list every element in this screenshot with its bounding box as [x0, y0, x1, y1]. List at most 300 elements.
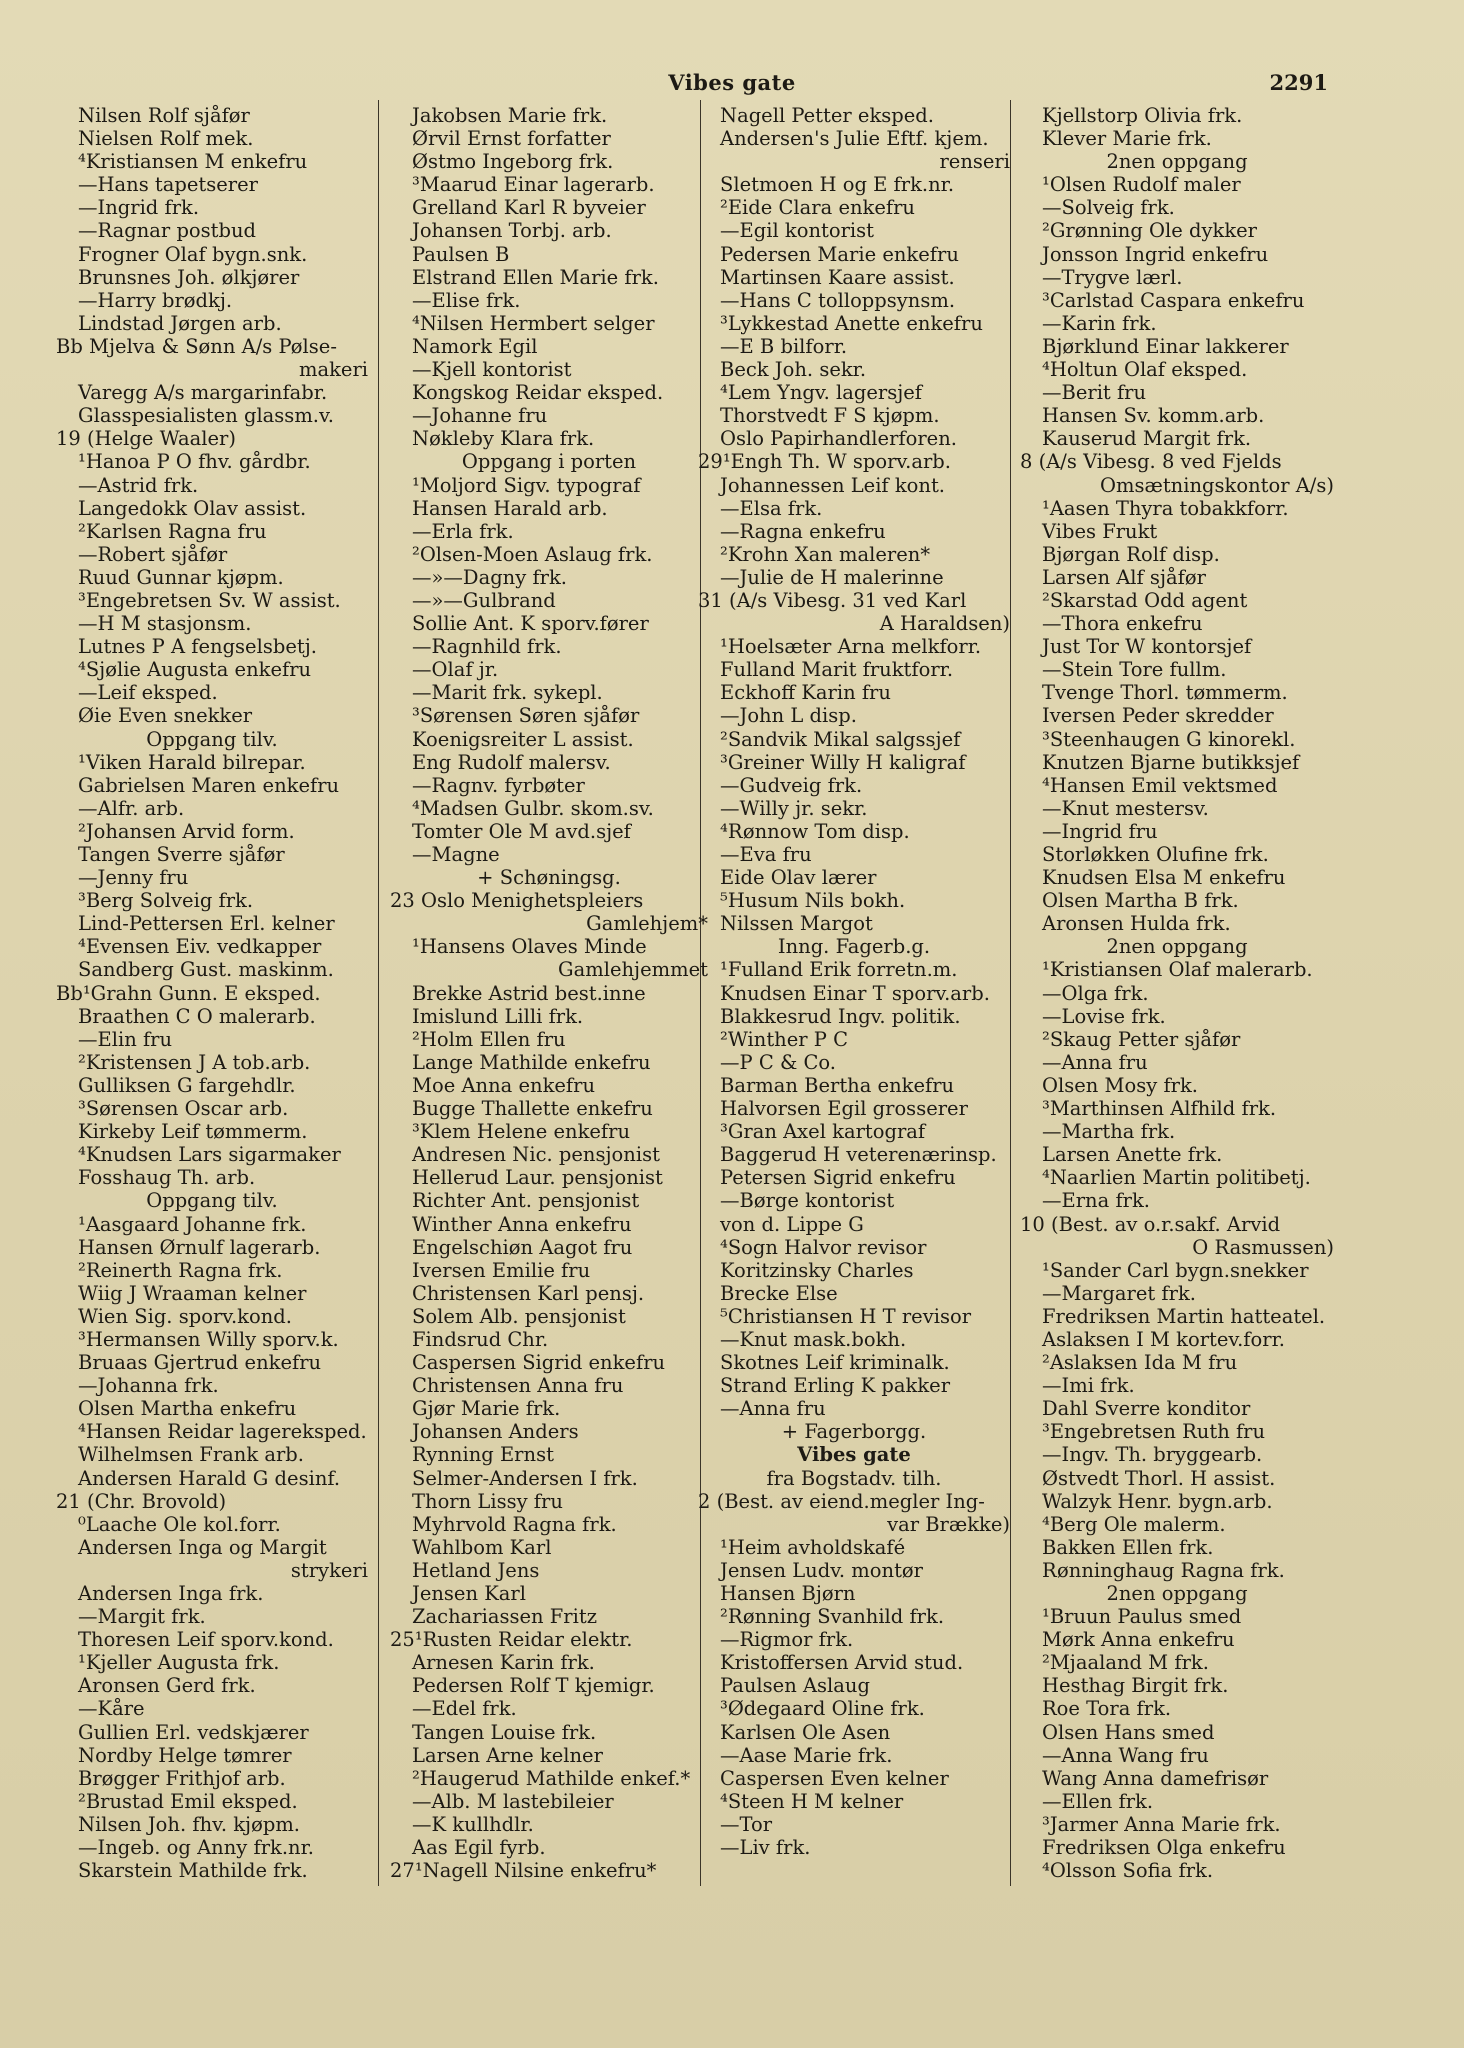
- directory-entry: ³Greiner Willy H kaligraf: [720, 750, 966, 774]
- directory-entry: ³Marthinsen Alfhild frk.: [1042, 1097, 1277, 1121]
- directory-entry: ¹Aasgaard Johanne frk.: [78, 1212, 307, 1236]
- directory-entry: ²Aslaksen Ida M fru: [1042, 1351, 1238, 1375]
- directory-entry: —Harry brødkj.: [78, 288, 233, 312]
- directory-entry: Rønninghaug Ragna frk.: [1042, 1558, 1285, 1582]
- directory-entry: Storløkken Olufine frk.: [1042, 843, 1269, 866]
- directory-entry: Hansen Harald arb.: [412, 496, 608, 520]
- directory-entry: Bb¹Grahn Gunn. E eksped.: [56, 981, 321, 1005]
- directory-entry: —Ragna enkefru: [720, 519, 886, 543]
- directory-entry: Tvenge Thorl. tømmerm.: [1042, 681, 1288, 705]
- directory-entry: Skarstein Mathilde frk.: [78, 1859, 308, 1883]
- directory-entry: —John L disp.: [720, 704, 857, 728]
- directory-entry: Gamlehjemmet: [558, 958, 708, 982]
- directory-entry: —Jenny fru: [78, 866, 189, 890]
- directory-entry: ⁵Christiansen H T revisor: [720, 1304, 972, 1328]
- directory-entry: Hetland Jens: [412, 1558, 540, 1582]
- directory-entry: Skotnes Leif kriminalk.: [720, 1351, 950, 1375]
- directory-entry: Oslo Papirhandlerforen.: [720, 427, 957, 451]
- directory-entry: Langedokk Olav assist.: [78, 496, 307, 520]
- directory-entry: —Knut mestersv.: [1042, 796, 1209, 820]
- directory-entry: ⁴Naarlien Martin politibetj.: [1042, 1166, 1311, 1190]
- directory-entry: Nilssen Margot: [720, 912, 873, 936]
- directory-entry: ²Brustad Emil eksped.: [78, 1789, 298, 1813]
- directory-entry: ⁴Olsson Sofia frk.: [1042, 1859, 1214, 1883]
- directory-entry: ²Mjaaland M frk.: [1042, 1651, 1209, 1675]
- directory-entry: 25¹Rusten Reidar elektr.: [390, 1628, 633, 1652]
- page-number: 2291: [1269, 70, 1328, 95]
- directory-entry: ²Krohn Xan maleren*: [720, 542, 931, 566]
- directory-entry: ⁴Knudsen Lars sigarmaker: [78, 1143, 341, 1167]
- directory-entry: —Erla frk.: [412, 519, 514, 543]
- directory-entry: ⁴Kristiansen M enkefru: [78, 150, 308, 174]
- directory-entry: Gulliksen G fargehdlr.: [78, 1073, 296, 1097]
- directory-entry: ¹Kristiansen Olaf malerarb.: [1042, 958, 1313, 982]
- directory-entry: —Trygve lærl.: [1042, 265, 1183, 289]
- directory-entry: ³Ødegaard Oline frk.: [720, 1697, 925, 1721]
- directory-entry: ⁴Lem Yngv. lagersjef: [720, 381, 923, 405]
- directory-entry: Oppgang tilv.: [146, 1189, 278, 1213]
- directory-entry: ³Carlstad Caspara enkefru: [1042, 288, 1305, 312]
- directory-entry: Tangen Sverre sjåfør: [78, 843, 285, 866]
- directory-entry: —Olaf jr.: [412, 658, 499, 682]
- directory-entry: ¹Hoelsæter Arna melkforr.: [720, 635, 982, 659]
- directory-entry: Engelschiøn Aagot fru: [412, 1235, 633, 1259]
- directory-entry: Thorstvedt F S kjøpm.: [720, 404, 940, 428]
- directory-entry: —Marit frk. sykepl.: [412, 681, 603, 705]
- directory-entry: Kauserud Margit frk.: [1042, 427, 1252, 451]
- directory-entry: Andersen's Julie Eftf. kjem.: [720, 127, 989, 151]
- directory-entry: Bb Mjelva & Sønn A/s Pølse-: [56, 334, 337, 358]
- directory-entry: Tomter Ole M avd.sjef: [412, 819, 631, 843]
- directory-entry: + Schøningsg.: [477, 866, 621, 890]
- directory-entry: Aronsen Hulda frk.: [1042, 912, 1231, 936]
- directory-entry: Brecke Else: [720, 1281, 838, 1305]
- directory-entry: Bjørklund Einar lakkerer: [1042, 334, 1289, 358]
- directory-entry: ⁴Steen H M kelner: [720, 1789, 904, 1813]
- directory-entry: Olsen Hans smed: [1042, 1720, 1215, 1744]
- directory-entry: ¹Fulland Erik forretn.m.: [720, 958, 958, 982]
- directory-entry: Brekke Astrid best.inne: [412, 981, 646, 1005]
- directory-entry: Jensen Karl: [412, 1582, 526, 1605]
- directory-entry: Gamlehjem*: [586, 912, 708, 936]
- directory-entry: Imislund Lilli frk.: [412, 1004, 584, 1028]
- directory-entry: —Anna fru: [720, 1397, 826, 1421]
- directory-entry: ²Kristensen J A tob.arb.: [78, 1050, 311, 1074]
- directory-entry: —Astrid frk.: [78, 473, 199, 497]
- directory-entry: Kirkeby Leif tømmerm.: [78, 1120, 308, 1144]
- directory-column-3: [698, 104, 1010, 1904]
- column-divider: [378, 100, 379, 1886]
- directory-entry: —Hans C tolloppsynsm.: [720, 288, 956, 312]
- directory-entry: Koenigsreiter L assist.: [412, 727, 634, 751]
- directory-entry: Namork Egil: [412, 334, 538, 358]
- directory-entry: ⁰Laache Ole kol.forr.: [78, 1512, 281, 1536]
- directory-entry: Østvedt Thorl. H assist.: [1042, 1466, 1276, 1490]
- directory-entry: ³Sørensen Søren sjåfør: [412, 704, 640, 728]
- directory-entry: Nagell Petter eksped.: [720, 104, 934, 127]
- directory-entry: Roe Tora frk.: [1042, 1697, 1172, 1721]
- directory-entry: Martinsen Kaare assist.: [720, 265, 955, 289]
- directory-entry: Øie Even snekker: [78, 704, 253, 728]
- directory-entry: Mørk Anna enkefru: [1042, 1628, 1235, 1652]
- directory-entry: —Kåre: [78, 1697, 145, 1721]
- directory-entry: ³Jarmer Anna Marie frk.: [1042, 1812, 1281, 1836]
- directory-entry: ²Rønning Svanhild frk.: [720, 1605, 945, 1629]
- directory-entry: ³Maarud Einar lagerarb.: [412, 173, 655, 197]
- directory-entry: Gullien Erl. vedskjærer: [78, 1720, 309, 1744]
- directory-entry: ⁴Sogn Halvor revisor: [720, 1235, 927, 1259]
- directory-entry: ³Engebretsen Ruth fru: [1042, 1420, 1266, 1444]
- directory-entry: ¹Aasen Thyra tobakkforr.: [1042, 496, 1289, 520]
- directory-entry: Zachariassen Fritz: [412, 1605, 597, 1629]
- directory-entry: Karlsen Ole Asen: [720, 1720, 891, 1744]
- column-divider: [1010, 100, 1011, 1886]
- directory-entry: —Erna frk.: [1042, 1189, 1150, 1213]
- directory-entry: —Alb. M lastebileier: [412, 1789, 614, 1813]
- directory-entry: ¹Sander Carl bygn.snekker: [1042, 1258, 1309, 1282]
- directory-entry: Wiig J Wraaman kelner: [78, 1281, 307, 1305]
- directory-entry: ²Skaug Petter sjåfør: [1042, 1027, 1241, 1051]
- directory-entry: Fulland Marit fruktforr.: [720, 658, 954, 682]
- directory-entry: Hellerud Laur. pensjonist: [412, 1166, 663, 1190]
- directory-entry: —Johanne fru: [412, 404, 548, 428]
- directory-entry: Pedersen Rolf T kjemigr.: [412, 1674, 655, 1698]
- directory-entry: —Robert sjåfør: [78, 542, 228, 566]
- directory-entry: Lange Mathilde enkefru: [412, 1050, 651, 1074]
- directory-entry: Andersen Inga og Margit: [78, 1535, 327, 1559]
- directory-entry: Findsrud Chr.: [412, 1327, 549, 1351]
- directory-column-1: [56, 104, 368, 1904]
- directory-entry: —Ragnv. fyrbøter: [412, 773, 585, 797]
- directory-entry: Lutnes P A fengselsbetj.: [78, 635, 317, 659]
- directory-entry: Baggerud H veterenærinsp.: [720, 1143, 997, 1167]
- directory-entry: Dahl Sverre konditor: [1042, 1397, 1251, 1421]
- directory-entry: Nilsen Rolf sjåfør: [78, 104, 250, 127]
- page-title: Vibes gate: [668, 70, 796, 95]
- directory-entry: Petersen Sigrid enkefru: [720, 1166, 956, 1190]
- directory-entry: O Rasmussen): [1192, 1235, 1334, 1259]
- directory-entry: Walzyk Henr. bygn.arb.: [1042, 1489, 1273, 1513]
- directory-entry: Omsætningskontor A/s): [1100, 473, 1334, 497]
- directory-entry: —Lovise frk.: [1042, 1004, 1166, 1028]
- directory-entry: —Margit frk.: [78, 1605, 206, 1629]
- directory-entry: Kristoffersen Arvid stud.: [720, 1651, 964, 1675]
- directory-entry: Elstrand Ellen Marie frk.: [412, 265, 659, 289]
- directory-entry: ²Haugerud Mathilde enkef.*: [412, 1766, 691, 1790]
- directory-entry: ⁴Sjølie Augusta enkefru: [78, 658, 312, 682]
- directory-entry: ¹Bruun Paulus smed: [1042, 1605, 1242, 1629]
- directory-entry: Larsen Arne kelner: [412, 1743, 603, 1767]
- directory-entry: —Gudveig frk.: [720, 773, 863, 797]
- directory-entry: —Margaret frk.: [1042, 1281, 1196, 1305]
- directory-entry: —Imi frk.: [1042, 1374, 1135, 1398]
- directory-entry: ⁴Madsen Gulbr. skom.sv.: [412, 796, 654, 820]
- directory-entry: ²Olsen-Moen Aslaug frk.: [412, 542, 653, 566]
- directory-entry: —E B bilforr.: [720, 334, 848, 358]
- directory-entry: —Magne: [412, 843, 500, 866]
- directory-entry: Aslaksen I M kortev.forr.: [1042, 1327, 1285, 1351]
- directory-entry: —»—Gulbrand: [412, 588, 556, 612]
- directory-entry: ⁴Rønnow Tom disp.: [720, 819, 910, 843]
- directory-entry: —Anna fru: [1042, 1050, 1148, 1074]
- directory-entry: Eide Olav lærer: [720, 866, 877, 890]
- directory-entry: —H M stasjonsm.: [78, 612, 252, 636]
- directory-entry: Bjørgan Rolf disp.: [1042, 542, 1220, 566]
- directory-entry: 29¹Engh Th. W sporv.arb.: [698, 450, 951, 474]
- directory-entry: Lind-Pettersen Erl. kelner: [78, 912, 335, 936]
- directory-entry: Vibes gate: [797, 1443, 911, 1467]
- directory-entry: —Børge kontorist: [720, 1189, 895, 1213]
- directory-entry: Hansen Bjørn: [720, 1582, 856, 1605]
- directory-entry: ²Holm Ellen fru: [412, 1027, 566, 1051]
- directory-entry: Johansen Anders: [412, 1420, 579, 1444]
- directory-entry: Larsen Anette frk.: [1042, 1143, 1223, 1167]
- directory-entry: ³Lykkestad Anette enkefru: [720, 311, 983, 335]
- directory-entry: —Ingrid frk.: [78, 196, 200, 220]
- directory-entry: Nøkleby Klara frk.: [412, 427, 595, 451]
- directory-entry: Aronsen Gerd frk.: [78, 1674, 256, 1698]
- directory-entry: —P C & Co.: [720, 1050, 837, 1074]
- directory-entry: Ørvil Ernst forfatter: [412, 127, 611, 151]
- directory-entry: ³Gran Axel kartograf: [720, 1120, 926, 1144]
- directory-entry: renseri: [939, 150, 1010, 174]
- directory-entry: Paulsen B: [412, 242, 510, 266]
- directory-entry: Winther Anna enkefru: [412, 1212, 632, 1236]
- directory-entry: ³Berg Solveig frk.: [78, 889, 254, 913]
- directory-entry: ³Sørensen Oscar arb.: [78, 1097, 289, 1121]
- directory-entry: Blakkesrud Ingv. politik.: [720, 1004, 961, 1028]
- directory-entry: Koritzinsky Charles: [720, 1258, 914, 1282]
- directory-entry: —Anna Wang fru: [1042, 1743, 1209, 1767]
- directory-entry: Myhrvold Ragna frk.: [412, 1512, 617, 1536]
- directory-entry: —Rigmor frk.: [720, 1628, 854, 1652]
- directory-entry: —Willy jr. sekr.: [720, 796, 868, 820]
- directory-entry: Johansen Torbj. arb.: [412, 219, 612, 243]
- directory-entry: 31 (A/s Vibesg. 31 ved Karl: [698, 588, 967, 612]
- directory-entry: —Martha frk.: [1042, 1120, 1176, 1144]
- directory-entry: Iversen Emilie fru: [412, 1258, 591, 1282]
- directory-entry: ²Karlsen Ragna fru: [78, 519, 267, 543]
- directory-entry: ⁴Hansen Reidar lagereksped.: [78, 1420, 367, 1444]
- directory-entry: Moe Anna enkefru: [412, 1073, 596, 1097]
- directory-entry: Sollie Ant. K sporv.fører: [412, 612, 649, 636]
- directory-entry: Barman Bertha enkefru: [720, 1073, 955, 1097]
- directory-entry: Oppgang i porten: [461, 450, 637, 474]
- directory-entry: Gjør Marie frk.: [412, 1397, 561, 1421]
- directory-entry: 21 (Chr. Brovold): [56, 1489, 227, 1513]
- directory-entry: —Ingeb. og Anny frk.nr.: [78, 1836, 314, 1860]
- directory-entry: 27¹Nagell Nilsine enkefru*: [390, 1859, 657, 1883]
- directory-entry: ³Klem Helene enkefru: [412, 1120, 631, 1144]
- directory-entry: 2 (Best. av eiend.megler Ing-: [698, 1489, 985, 1513]
- directory-entry: 10 (Best. av o.r.sakf. Arvid: [1020, 1212, 1281, 1236]
- directory-entry: makeri: [298, 358, 368, 382]
- directory-entry: Wang Anna damefrisør: [1042, 1766, 1269, 1790]
- directory-entry: Halvorsen Egil grosserer: [720, 1097, 968, 1121]
- directory-entry: ³Hermansen Willy sporv.k.: [78, 1327, 339, 1351]
- directory-entry: Hesthag Birgit frk.: [1042, 1674, 1229, 1698]
- directory-entry: Bugge Thallette enkefru: [412, 1097, 653, 1121]
- directory-entry: Kjellstorp Olivia frk.: [1042, 104, 1243, 127]
- directory-entry: Eckhoff Karin fru: [720, 681, 891, 705]
- directory-entry: —Solveig frk.: [1042, 196, 1175, 220]
- directory-entry: ²Skarstad Odd agent: [1042, 588, 1248, 612]
- directory-entry: Caspersen Sigrid enkefru: [412, 1351, 666, 1375]
- directory-entry: Rynning Ernst: [412, 1443, 554, 1467]
- directory-entry: ⁵Husum Nils bokh.: [720, 889, 906, 913]
- directory-entry: Østmo Ingeborg frk.: [412, 150, 614, 174]
- directory-entry: Larsen Alf sjåfør: [1042, 565, 1206, 589]
- directory-entry: Glasspesialisten glassm.v.: [78, 404, 334, 428]
- directory-entry: Jakobsen Marie frk.: [412, 104, 608, 127]
- directory-entry: Solem Alb. pensjonist: [412, 1304, 626, 1328]
- directory-entry: —Ingrid fru: [1042, 819, 1158, 843]
- directory-entry: Olsen Martha B frk.: [1042, 889, 1239, 913]
- directory-entry: Thorn Lissy fru: [412, 1489, 563, 1513]
- directory-entry: —Edel frk.: [412, 1697, 517, 1721]
- directory-entry: var Brække): [887, 1512, 1010, 1536]
- directory-entry: ²Johansen Arvid form.: [78, 819, 295, 843]
- directory-entry: Brunsnes Joh. ølkjører: [78, 265, 300, 289]
- directory-entry: Andresen Nic. pensjonist: [412, 1143, 660, 1167]
- directory-entry: Sletmoen H og E frk.nr.: [720, 173, 955, 197]
- directory-entry: Bruaas Gjertrud enkefru: [78, 1351, 322, 1375]
- directory-entry: —K kullhdlr.: [412, 1812, 534, 1836]
- directory-entry: Selmer-Andersen I frk.: [412, 1466, 638, 1490]
- directory-entry: —Ragnar postbud: [78, 219, 257, 243]
- directory-entry: Andersen Inga frk.: [78, 1582, 264, 1605]
- directory-entry: Andersen Harald G desinf.: [78, 1466, 341, 1490]
- directory-entry: Thoresen Leif sporv.kond.: [78, 1628, 334, 1652]
- directory-entry: Wien Sig. sporv.kond.: [78, 1304, 292, 1328]
- directory-entry: —Elise frk.: [412, 288, 521, 312]
- directory-entry: ¹Kjeller Augusta frk.: [78, 1651, 280, 1675]
- directory-entry: —Leif eksped.: [78, 681, 218, 705]
- directory-entry: Christensen Karl pensj.: [412, 1281, 645, 1305]
- directory-entry: Tangen Louise frk.: [412, 1720, 597, 1744]
- directory-entry: Olsen Martha enkefru: [78, 1397, 297, 1421]
- directory-entry: strykeri: [290, 1558, 368, 1582]
- directory-entry: Ruud Gunnar kjøpm.: [78, 565, 284, 589]
- directory-entry: Brøgger Frithjof arb.: [78, 1766, 286, 1790]
- directory-entry: —Ellen frk.: [1042, 1789, 1154, 1813]
- directory-entry: ¹Hanoa P O fhv. gårdbr.: [78, 450, 311, 474]
- directory-entry: ²Reinerth Ragna frk.: [78, 1258, 283, 1282]
- directory-entry: ¹Moljord Sigv. typograf: [412, 473, 641, 497]
- directory-entry: ⁴Holtun Olaf eksped.: [1042, 358, 1248, 382]
- directory-entry: Wilhelmsen Frank arb.: [78, 1443, 304, 1467]
- directory-entry: —Aase Marie frk.: [720, 1743, 893, 1767]
- directory-entry: Caspersen Even kelner: [720, 1766, 949, 1790]
- directory-entry: —Karin frk.: [1042, 311, 1157, 335]
- directory-entry: —Elin fru: [78, 1027, 173, 1051]
- directory-entry: ¹Hansens Olaves Minde: [412, 935, 647, 959]
- directory-entry: Varegg A/s margarinfabr.: [78, 381, 328, 405]
- directory-entry: Iversen Peder skredder: [1042, 704, 1274, 728]
- directory-entry: ³Engebretsen Sv. W assist.: [78, 588, 341, 612]
- directory-entry: Arnesen Karin frk.: [412, 1651, 595, 1675]
- directory-entry: —Johanna frk.: [78, 1374, 219, 1398]
- directory-entry: —Ragnhild frk.: [412, 635, 562, 659]
- directory-entry: —Olga frk.: [1042, 981, 1149, 1005]
- directory-entry: 8 (A/s Vibesg. 8 ved Fjelds: [1020, 450, 1282, 474]
- directory-entry: Strand Erling K pakker: [720, 1374, 951, 1398]
- directory-entry: Richter Ant. pensjonist: [412, 1189, 640, 1213]
- directory-entry: ¹Heim avholdskafé: [720, 1535, 906, 1559]
- directory-entry: Bakken Ellen frk.: [1042, 1535, 1214, 1559]
- directory-entry: 19 (Helge Waaler): [56, 427, 236, 451]
- directory-entry: Just Tor W kontorsjef: [1042, 635, 1252, 659]
- directory-entry: Wahlbom Karl: [412, 1535, 552, 1559]
- directory-entry: Nielsen Rolf mek.: [78, 127, 254, 151]
- directory-entry: Braathen C O malerarb.: [78, 1004, 316, 1028]
- directory-entry: ¹Olsen Rudolf maler: [1042, 173, 1241, 197]
- directory-entry: Nilsen Joh. fhv. kjøpm.: [78, 1812, 301, 1836]
- directory-entry: Beck Joh. sekr.: [720, 358, 867, 382]
- directory-entry: A Haraldsen): [879, 612, 1010, 636]
- directory-entry: Hansen Sv. komm.arb.: [1042, 404, 1265, 428]
- directory-entry: ⁴Evensen Eiv. vedkapper: [78, 935, 322, 959]
- directory-entry: —Julie de H malerinne: [720, 565, 944, 589]
- directory-entry: ²Eide Clara enkefru: [720, 196, 915, 220]
- directory-entry: —Hans tapetserer: [78, 173, 258, 197]
- directory-entry: ²Sandvik Mikal salgssjef: [720, 727, 961, 751]
- directory-entry: ¹Viken Harald bilrepar.: [78, 750, 306, 774]
- directory-column-2: [390, 104, 708, 1904]
- directory-entry: ²Grønning Ole dykker: [1042, 219, 1258, 243]
- directory-entry: 2nen oppgang: [1106, 1582, 1248, 1605]
- directory-entry: —Ingv. Th. bryggearb.: [1042, 1443, 1263, 1467]
- directory-entry: Knutzen Bjarne butikksjef: [1042, 750, 1300, 774]
- directory-entry: Frogner Olaf bygn.snk.: [78, 242, 308, 266]
- directory-entry: —Berit fru: [1042, 381, 1147, 405]
- directory-entry: Jensen Ludv. montør: [720, 1558, 923, 1582]
- directory-entry: Fredriksen Martin hatteatel.: [1042, 1304, 1326, 1328]
- directory-entry: Grelland Karl R byveier: [412, 196, 646, 220]
- directory-entry: fra Bogstadv. tilh.: [766, 1466, 942, 1490]
- directory-entry: Knudsen Einar T sporv.arb.: [720, 981, 990, 1005]
- directory-entry: ⁴Nilsen Hermbert selger: [412, 311, 655, 335]
- directory-entry: Klever Marie frk.: [1042, 127, 1212, 151]
- directory-entry: ⁴Hansen Emil vektsmed: [1042, 773, 1278, 797]
- directory-entry: Hansen Ørnulf lagerarb.: [78, 1235, 321, 1259]
- directory-entry: Fosshaug Th. arb.: [78, 1166, 256, 1190]
- directory-entry: —Tor: [720, 1812, 773, 1836]
- directory-entry: ³Steenhaugen G kinorekl.: [1042, 727, 1296, 751]
- directory-entry: —Thora enkefru: [1042, 612, 1203, 636]
- directory-entry: Kongskog Reidar eksped.: [412, 381, 664, 405]
- directory-entry: Vibes Frukt: [1042, 519, 1158, 543]
- directory-entry: Fredriksen Olga enkefru: [1042, 1836, 1286, 1860]
- directory-entry: Jonsson Ingrid enkefru: [1042, 242, 1269, 266]
- directory-entry: —»—Dagny frk.: [412, 565, 568, 589]
- directory-entry: Johannessen Leif kont.: [720, 473, 946, 497]
- directory-entry: Christensen Anna fru: [412, 1374, 624, 1398]
- directory-entry: Lindstad Jørgen arb.: [78, 311, 282, 335]
- directory-entry: ²Winther P C: [720, 1027, 849, 1051]
- directory-entry: Knudsen Elsa M enkefru: [1042, 866, 1286, 890]
- directory-entry: 23 Oslo Menighetspleiers: [390, 889, 644, 913]
- directory-entry: Paulsen Aslaug: [720, 1674, 870, 1698]
- directory-entry: —Knut mask.bokh.: [720, 1327, 907, 1351]
- directory-entry: von d. Lippe G: [720, 1212, 864, 1236]
- directory-entry: Nordby Helge tømrer: [78, 1743, 292, 1767]
- directory-entry: Gabrielsen Maren enkefru: [78, 773, 340, 797]
- directory-entry: Pedersen Marie enkefru: [720, 242, 959, 266]
- directory-entry: —Liv frk.: [720, 1836, 811, 1860]
- directory-entry: Olsen Mosy frk.: [1042, 1073, 1199, 1097]
- directory-entry: —Elsa frk.: [720, 496, 823, 520]
